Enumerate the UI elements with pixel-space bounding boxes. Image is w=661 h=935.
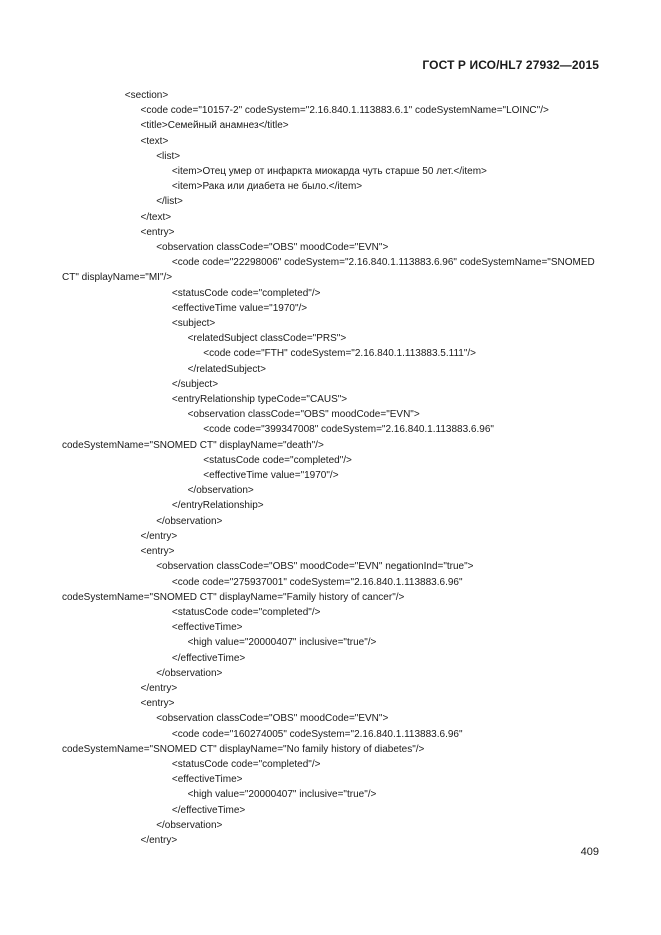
code-line: </entryRelationship> (171, 500, 264, 512)
code-line: <effectiveTime> (171, 622, 243, 634)
code-line: <observation classCode="OBS" moodCode="EVN"> (187, 409, 420, 421)
code-line: <text> (140, 135, 169, 147)
code-line: <observation classCode="OBS" moodCode="EVN" negationInd="true"> (156, 561, 474, 573)
code-line: </effectiveTime> (171, 652, 246, 664)
code-line: <code code="FTH" codeSystem="2.16.840.1.113883.5.111"/> (203, 348, 477, 360)
code-line: </text> (140, 211, 172, 223)
code-line: <entry> (140, 546, 175, 558)
code-line: <title>Семейный анамнез</title> (140, 120, 289, 132)
xml-code-listing (62, 88, 602, 848)
code-line: codeSystemName="SNOMED CT" displayName="No family history of diabetes"/> (62, 743, 425, 755)
code-line: </relatedSubject> (187, 363, 266, 375)
code-line: <statusCode code="completed"/> (171, 606, 321, 618)
code-line: <entryRelationship typeCode="CAUS"> (171, 394, 348, 406)
code-line: <observation classCode="OBS" moodCode="EVN"> (156, 242, 389, 254)
code-line: </subject> (171, 378, 219, 390)
code-line: <code code="275937001" codeSystem="2.16.840.1.113883.6.96" (171, 576, 463, 588)
code-line: codeSystemName="SNOMED CT" displayName="Family history of cancer"/> (62, 591, 405, 603)
code-line: </observation> (156, 667, 223, 679)
code-line: <effectiveTime value="1970"/> (203, 470, 339, 482)
page-number: 409 (580, 846, 599, 858)
code-line: </effectiveTime> (171, 804, 246, 816)
code-line: <effectiveTime value="1970"/> (171, 302, 308, 314)
code-line: <relatedSubject classCode="PRS"> (187, 333, 347, 345)
code-line: </observation> (156, 515, 223, 527)
code-line: </entry> (140, 530, 178, 542)
code-line: <code code="160274005" codeSystem="2.16.840.1.113883.6.96" (171, 728, 463, 740)
code-line: <entry> (140, 698, 175, 710)
code-line: codeSystemName="SNOMED CT" displayName="death"/> (62, 439, 324, 451)
code-line: </entry> (140, 682, 178, 694)
code-line: <statusCode code="completed"/> (203, 454, 352, 466)
code-line: <high value="20000407" inclusive="true"/> (187, 789, 377, 801)
code-line: </entry> (140, 834, 178, 846)
code-line: <list> (156, 150, 181, 162)
code-line: <high value="20000407" inclusive="true"/> (187, 637, 377, 649)
code-line: <effectiveTime> (171, 774, 243, 786)
code-line: CT" displayName="MI"/> (62, 272, 173, 284)
code-line: <statusCode code="completed"/> (171, 287, 321, 299)
document-header: ГОСТ Р ИСО/HL7 27932—2015 (422, 58, 599, 72)
code-line: </observation> (156, 819, 223, 831)
code-line: <code code="10157-2" codeSystem="2.16.840.1.113883.6.1" codeSystemName="LOINC"/> (140, 105, 549, 117)
code-line: <entry> (140, 226, 175, 238)
code-line: <section> (124, 90, 169, 101)
code-line: <code code="399347008" codeSystem="2.16.840.1.113883.6.96" (203, 424, 494, 436)
code-line: <code code="22298006" codeSystem="2.16.840.1.113883.6.96" codeSystemName="SNOMED (171, 257, 595, 269)
code-line: </list> (156, 196, 183, 208)
code-line: <observation classCode="OBS" moodCode="EVN"> (156, 713, 389, 725)
code-line: <item>Отец умер от инфаркта миокарда чуть старше 50 лет.</item> (171, 166, 487, 178)
code-line: </observation> (187, 485, 254, 497)
code-line: <statusCode code="completed"/> (171, 758, 321, 770)
code-line: <item>Рака или диабета не было.</item> (171, 181, 363, 193)
code-line: <subject> (171, 318, 216, 330)
